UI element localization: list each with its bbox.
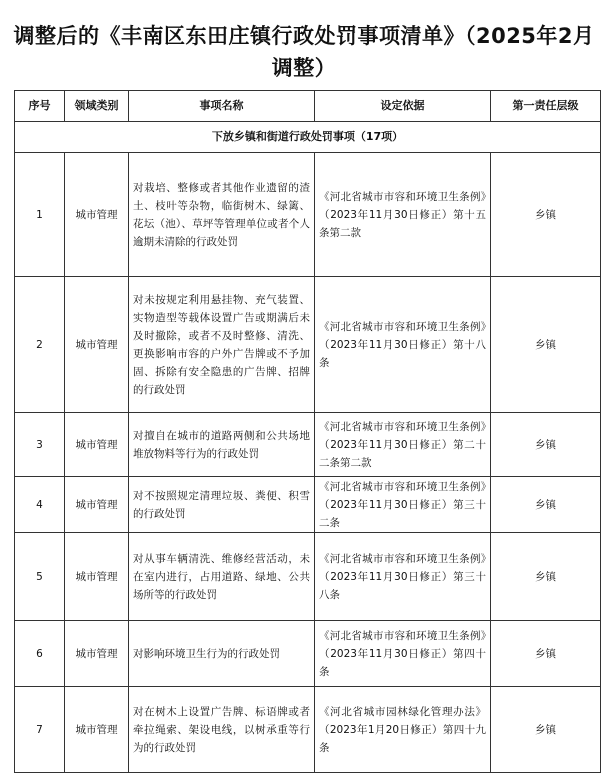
section-row xyxy=(15,122,601,153)
row-serial: 1 xyxy=(15,153,65,277)
row-field: 城市管理 xyxy=(65,153,129,277)
row-field: 城市管理 xyxy=(65,533,129,621)
row-level: 乡镇 xyxy=(491,621,601,687)
header-serial: 序号 xyxy=(15,91,65,122)
row-item-name: 对不按照规定清理垃圾、粪便、积雪的行政处罚 xyxy=(129,477,315,533)
header-field: 领域类别 xyxy=(65,91,129,122)
table-row xyxy=(15,477,601,533)
row-field: 城市管理 xyxy=(65,687,129,773)
row-level: 乡镇 xyxy=(491,687,601,773)
table-header-row xyxy=(15,91,601,122)
table-row xyxy=(15,533,601,621)
row-level: 乡镇 xyxy=(491,533,601,621)
page-title: 调整后的《丰南区东田庄镇行政处罚事项清单》（2025年2月调整） xyxy=(13,24,595,80)
row-item-name: 对从事车辆清洗、维修经营活动，未在室内进行，占用道路、绿地、公共场所等的行政处罚 xyxy=(129,533,315,621)
row-level: 乡镇 xyxy=(491,413,601,477)
table-row xyxy=(15,687,601,773)
row-legal-basis: 《河北省城市市容和环境卫生条例》（2023年11月30日修正）第十八条 xyxy=(315,277,491,413)
row-serial: 7 xyxy=(15,687,65,773)
row-field: 城市管理 xyxy=(65,477,129,533)
row-level: 乡镇 xyxy=(491,277,601,413)
row-item-name: 对擅自在城市的道路两侧和公共场地堆放物料等行为的行政处罚 xyxy=(129,413,315,477)
row-serial: 3 xyxy=(15,413,65,477)
section-title: 下放乡镇和街道行政处罚事项（17项） xyxy=(15,122,601,153)
row-serial: 4 xyxy=(15,477,65,533)
table-row xyxy=(15,413,601,477)
row-level: 乡镇 xyxy=(491,153,601,277)
row-field: 城市管理 xyxy=(65,621,129,687)
row-field: 城市管理 xyxy=(65,413,129,477)
row-item-name: 对栽培、整修或者其他作业遗留的渣土、枝叶等杂物，临街树木、绿篱、花坛（池）、草坪等管理单位或者个人逾期未清除的行政处罚 xyxy=(129,153,315,277)
penalty-table xyxy=(14,90,601,773)
row-item-name: 对未按规定利用悬挂物、充气装置、实物造型等载体设置广告或期满后未及时撤除，或者不及时整修、清洗、更换影响市容的户外广告牌或不予加固、拆除有安全隐患的广告牌、招牌的行政处罚 xyxy=(129,277,315,413)
row-item-name: 对在树木上设置广告牌、标语牌或者牵拉绳索、架设电线，以树承重等行为的行政处罚 xyxy=(129,687,315,773)
table-row xyxy=(15,621,601,687)
row-legal-basis: 《河北省城市市容和环境卫生条例》（2023年11月30日修正）第十五条第二款 xyxy=(315,153,491,277)
table-row xyxy=(15,153,601,277)
table-row xyxy=(15,277,601,413)
row-legal-basis: 《河北省城市园林绿化管理办法》（2023年1月20日修正）第四十九条 xyxy=(315,687,491,773)
row-serial: 6 xyxy=(15,621,65,687)
row-item-name: 对影响环境卫生行为的行政处罚 xyxy=(129,621,315,687)
row-serial: 2 xyxy=(15,277,65,413)
header-responsibility-level: 第一责任层级 xyxy=(491,91,601,122)
row-legal-basis: 《河北省城市市容和环境卫生条例》（2023年11月30日修正）第三十八条 xyxy=(315,533,491,621)
header-legal-basis: 设定依据 xyxy=(315,91,491,122)
row-legal-basis: 《河北省城市市容和环境卫生条例》（2023年11月30日修正）第二十二条第二款 xyxy=(315,413,491,477)
row-level: 乡镇 xyxy=(491,477,601,533)
row-serial: 5 xyxy=(15,533,65,621)
row-field: 城市管理 xyxy=(65,277,129,413)
row-legal-basis: 《河北省城市市容和环境卫生条例》（2023年11月30日修正）第三十二条 xyxy=(315,477,491,533)
row-legal-basis: 《河北省城市市容和环境卫生条例》（2023年11月30日修正）第四十条 xyxy=(315,621,491,687)
header-item-name: 事项名称 xyxy=(129,91,315,122)
